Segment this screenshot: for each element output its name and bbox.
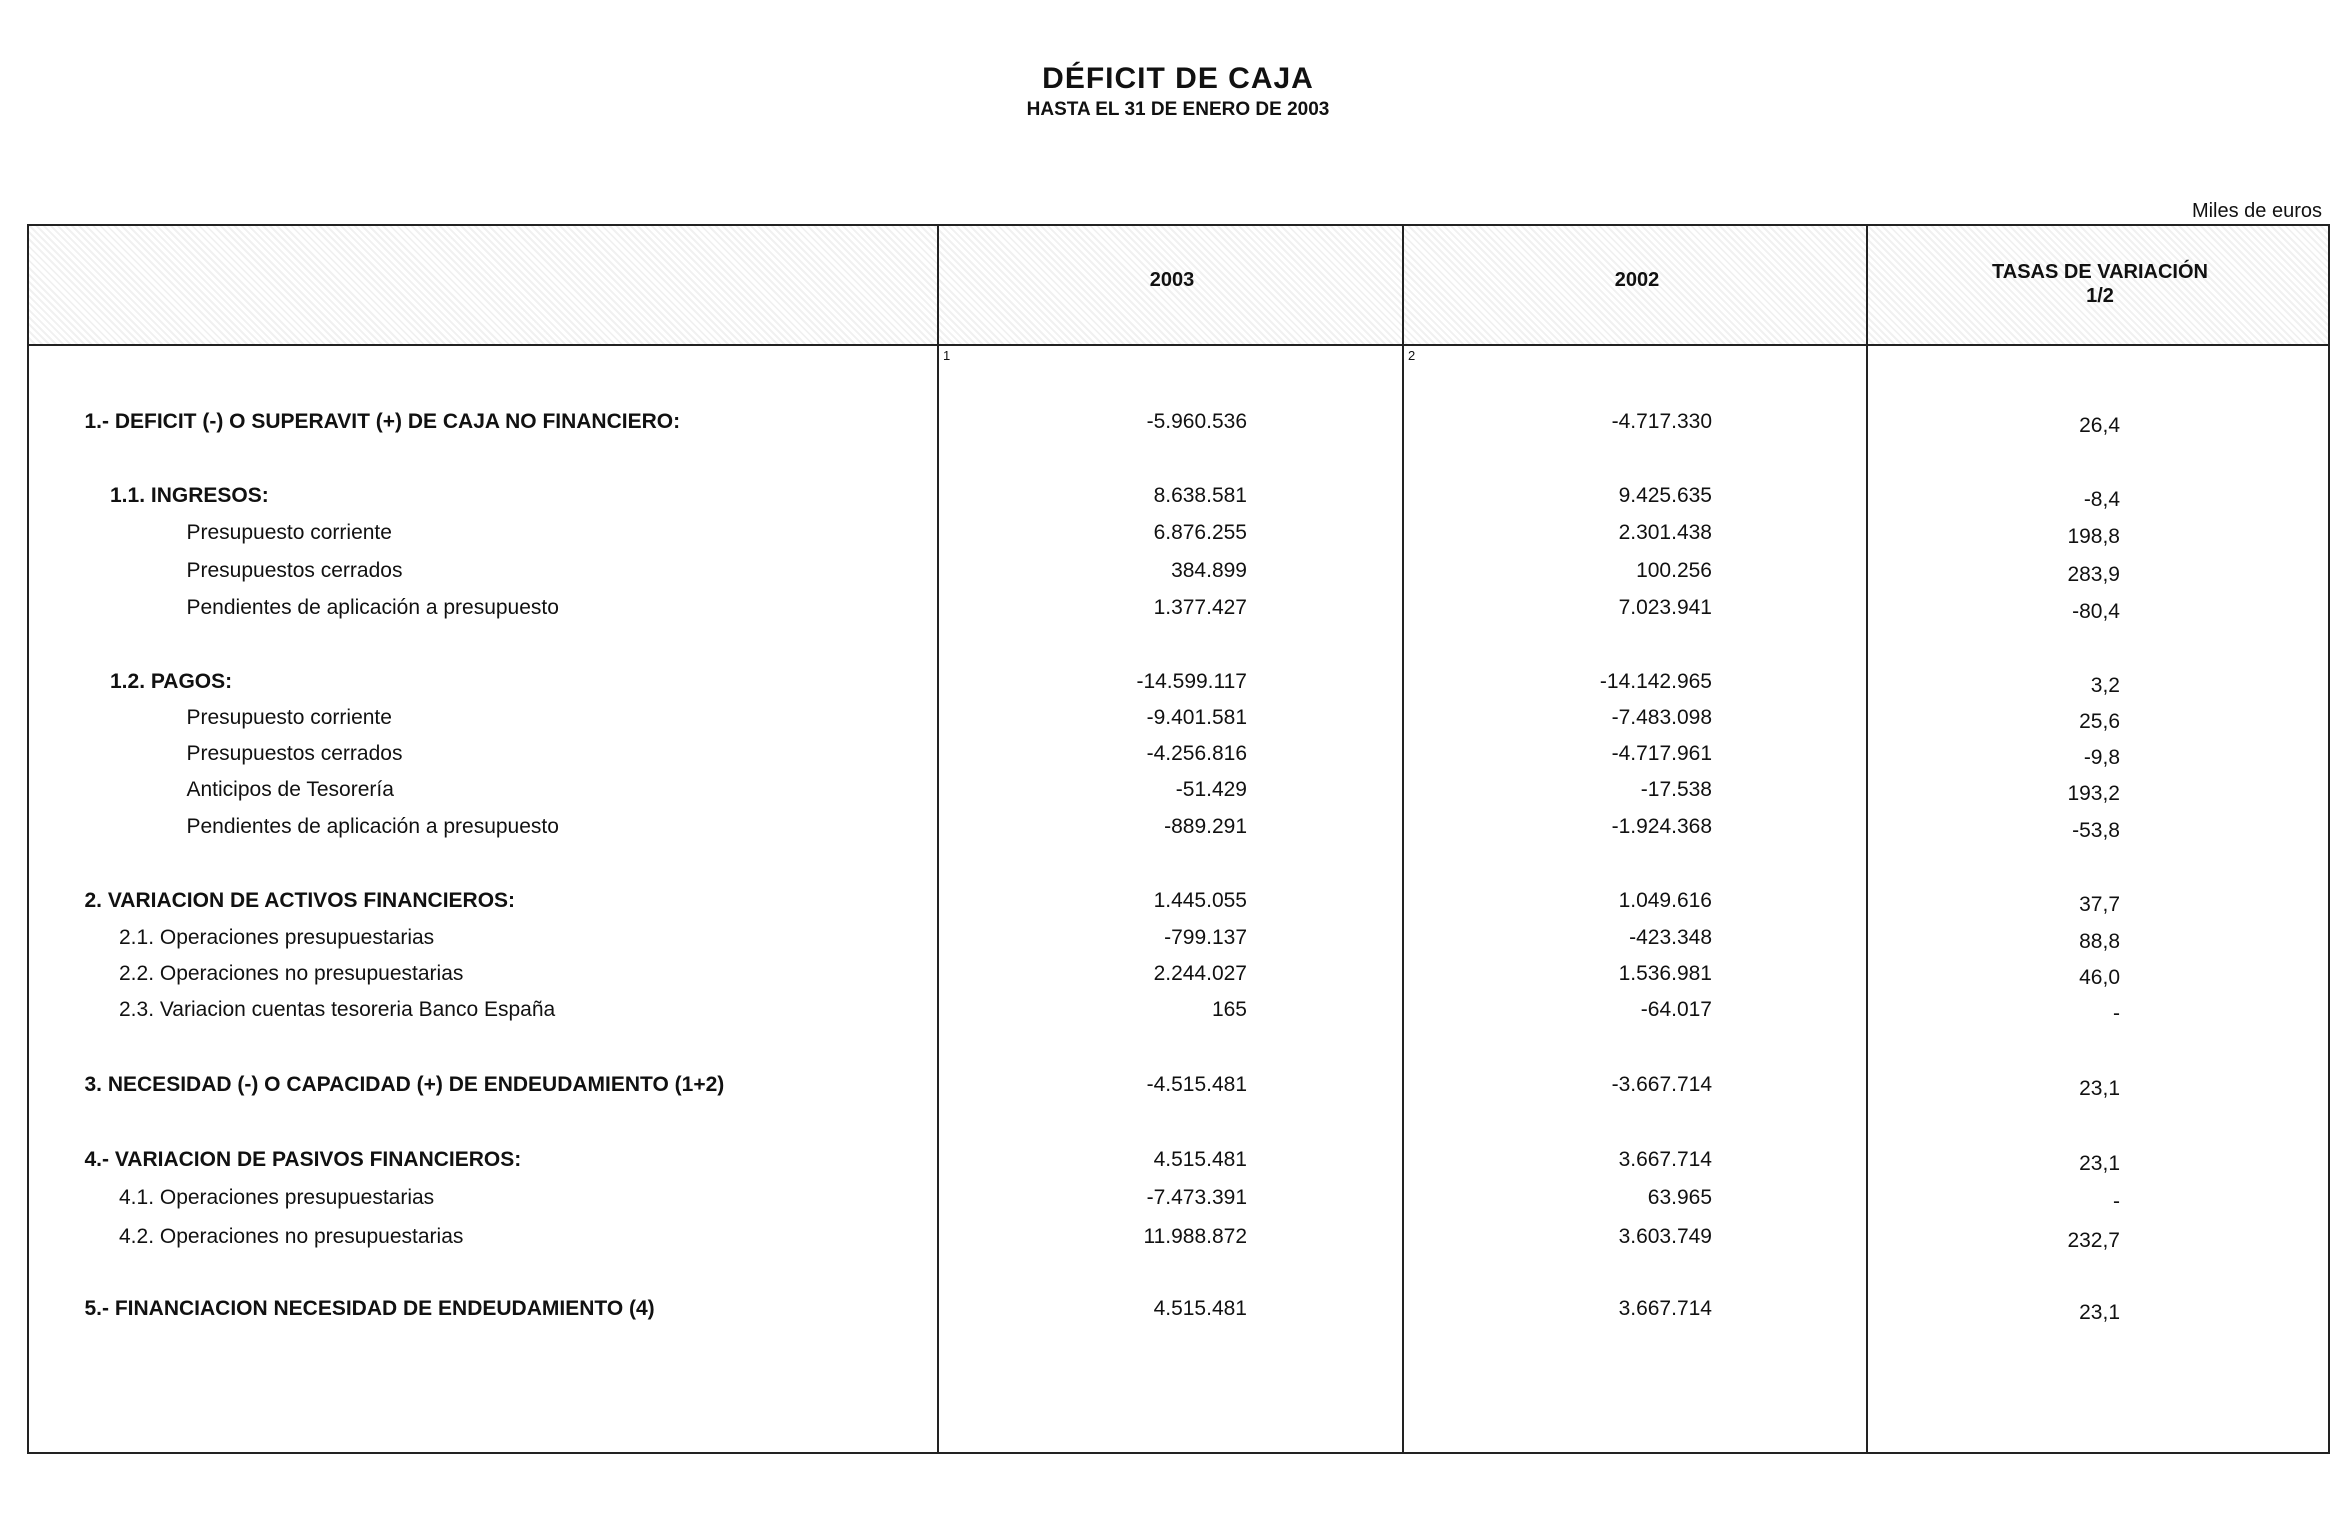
- page-subtitle: HASTA EL 31 DE ENERO DE 2003: [1026, 99, 1330, 120]
- rate-value: 232,7: [2067, 1228, 2120, 1252]
- table-row: [29, 1225, 2328, 1255]
- row-label: Pendientes de aplicación a presupuesto: [186, 815, 559, 838]
- column-header-rate: [1900, 260, 2300, 308]
- value-2003: 1.445.055: [1153, 888, 1247, 912]
- value-2003: -5.960.536: [1146, 410, 1247, 433]
- rate-value: 198,8: [2067, 525, 2120, 548]
- page-title: DÉFICIT DE CAJA: [1042, 62, 1314, 95]
- row-label: 4.2. Operaciones no presupuestarias: [119, 1224, 464, 1248]
- value-2002: 7.023.941: [1618, 596, 1712, 619]
- value-2003: -889.291: [1164, 815, 1247, 838]
- row-label: 3. NECESIDAD (-) O CAPACIDAD (+) DE ENDEUDAMIENTO (1+2): [84, 1073, 725, 1096]
- table-row: [29, 670, 2328, 700]
- value-2003: -51.429: [1175, 777, 1247, 801]
- row-label: Presupuesto corriente: [186, 521, 392, 544]
- value-2003: -9.401.581: [1146, 705, 1247, 729]
- value-2003: 4.515.481: [1153, 1148, 1247, 1171]
- row-label: Presupuestos cerrados: [186, 741, 403, 765]
- value-2003: 4.515.481: [1153, 1296, 1247, 1320]
- data-table: [27, 224, 2330, 1454]
- row-label: 2.2. Operaciones no presupuestarias: [119, 962, 464, 985]
- value-2003: 6.876.255: [1153, 521, 1247, 544]
- units-label: Miles de euros: [2191, 200, 2322, 222]
- rate-value: -80,4: [2072, 600, 2120, 623]
- rate-value: -: [2113, 1002, 2120, 1025]
- value-2003: -7.473.391: [1146, 1185, 1247, 1209]
- row-label: 2.3. Variacion cuentas tesoreria Banco España: [119, 998, 556, 1021]
- rate-value: 23,1: [2079, 1152, 2120, 1175]
- value-2002: 1.049.616: [1618, 888, 1712, 912]
- row-label: Presupuestos cerrados: [186, 558, 403, 582]
- row-label: 2. VARIACION DE ACTIVOS FINANCIEROS:: [84, 888, 516, 912]
- value-2002: 63.965: [1647, 1185, 1712, 1209]
- value-2002: 3.667.714: [1618, 1296, 1712, 1320]
- value-2003: -4.256.816: [1146, 741, 1247, 765]
- table-row: [29, 926, 2328, 956]
- value-2002: 9.425.635: [1618, 483, 1712, 507]
- rate-value: -8,4: [2083, 487, 2120, 511]
- rate-value: 193,2: [2067, 781, 2120, 805]
- row-label: 1.1. INGRESOS:: [110, 483, 269, 507]
- table-row: [29, 410, 2328, 440]
- table-row: [29, 1073, 2328, 1103]
- value-2002: -3.667.714: [1611, 1073, 1712, 1096]
- table-row: [29, 778, 2328, 808]
- column-number: 2: [1408, 348, 1416, 363]
- value-2002: 1.536.981: [1618, 962, 1712, 985]
- table-row: [29, 889, 2328, 919]
- value-2002: -4.717.961: [1611, 741, 1712, 765]
- row-label: 5.- FINANCIACION NECESIDAD DE ENDEUDAMIENTO (4): [84, 1296, 655, 1320]
- table-row: [29, 521, 2328, 551]
- table-row: [29, 484, 2328, 514]
- table-row: [29, 815, 2328, 845]
- table-header: [29, 226, 2328, 346]
- table-row: [29, 706, 2328, 736]
- value-2002: -1.924.368: [1611, 815, 1712, 838]
- rate-value: 3,2: [2090, 673, 2120, 697]
- value-2003: -14.599.117: [1136, 669, 1247, 693]
- value-2003: 11.988.872: [1143, 1224, 1247, 1248]
- table-row: [29, 596, 2328, 626]
- value-2003: 8.638.581: [1153, 483, 1247, 507]
- row-label: 1.2. PAGOS:: [110, 669, 233, 693]
- column-header-2002: 2002: [1614, 269, 1660, 291]
- rate-value: 23,1: [2079, 1300, 2120, 1324]
- value-2003: 165: [1211, 998, 1247, 1021]
- value-2003: -799.137: [1164, 926, 1247, 949]
- value-2002: 2.301.438: [1618, 521, 1712, 544]
- value-2002: -4.717.330: [1611, 410, 1712, 433]
- table-row: [29, 962, 2328, 992]
- rate-value: 37,7: [2079, 892, 2120, 916]
- column-header-2003: 2003: [1149, 269, 1195, 291]
- rate-value: -53,8: [2072, 819, 2120, 842]
- row-label: 2.1. Operaciones presupuestarias: [119, 926, 435, 949]
- rate-value: -: [2113, 1189, 2120, 1213]
- row-label: 1.- DEFICIT (-) O SUPERAVIT (+) DE CAJA NO FINANCIERO:: [84, 410, 681, 433]
- value-2002: -423.348: [1629, 926, 1712, 949]
- rate-value: 23,1: [2079, 1077, 2120, 1100]
- value-2002: -64.017: [1640, 998, 1712, 1021]
- table-row: [29, 559, 2328, 589]
- rate-value: 25,6: [2079, 709, 2120, 733]
- table-row: [29, 998, 2328, 1028]
- value-2003: -4.515.481: [1146, 1073, 1247, 1096]
- table-row: [29, 1186, 2328, 1216]
- value-2002: 3.603.749: [1618, 1224, 1712, 1248]
- row-label: 4.- VARIACION DE PASIVOS FINANCIEROS:: [84, 1148, 522, 1171]
- column-number: 1: [943, 348, 951, 363]
- row-label: Anticipos de Tesorería: [186, 777, 394, 801]
- rate-subtitle: 1/2: [2086, 285, 2114, 307]
- rate-value: 46,0: [2079, 966, 2120, 989]
- value-2003: 2.244.027: [1153, 962, 1247, 985]
- value-2002: -17.538: [1640, 777, 1712, 801]
- table-row: [29, 1148, 2328, 1178]
- rate-value: 26,4: [2079, 414, 2120, 437]
- row-label: Pendientes de aplicación a presupuesto: [186, 596, 559, 619]
- row-label: Presupuesto corriente: [186, 705, 392, 729]
- value-2002: 3.667.714: [1618, 1148, 1712, 1171]
- value-2003: 1.377.427: [1153, 596, 1247, 619]
- value-2002: 100.256: [1636, 558, 1712, 582]
- table-row: [29, 1297, 2328, 1327]
- rate-value: -9,8: [2083, 745, 2120, 769]
- table-row: [29, 742, 2328, 772]
- value-2002: -7.483.098: [1611, 705, 1712, 729]
- rate-value: 283,9: [2067, 562, 2120, 586]
- value-2002: -14.142.965: [1599, 669, 1712, 693]
- row-label: 4.1. Operaciones presupuestarias: [119, 1185, 435, 1209]
- rate-title: TASAS DE VARIACIÓN: [1992, 261, 2208, 283]
- rate-value: 88,8: [2079, 930, 2120, 953]
- value-2003: 384.899: [1171, 558, 1247, 582]
